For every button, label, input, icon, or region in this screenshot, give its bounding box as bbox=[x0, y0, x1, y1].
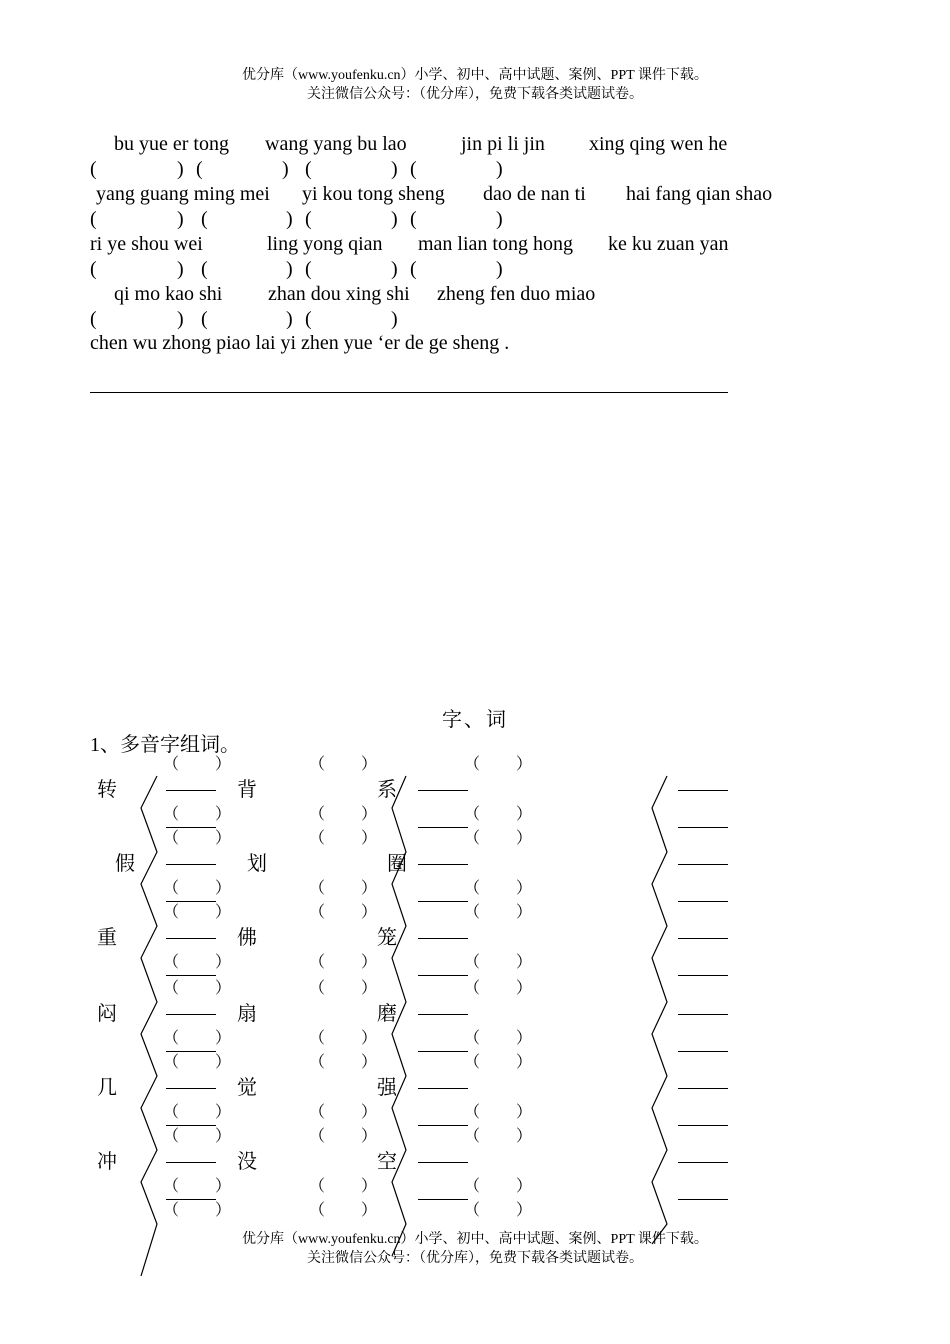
answer-paren: ） bbox=[516, 1030, 533, 1047]
answer-paren: ) bbox=[391, 158, 398, 180]
answer-paren: （ bbox=[163, 980, 180, 997]
answer-paren: ) bbox=[496, 258, 503, 280]
answer-paren: （ bbox=[464, 1128, 481, 1145]
section-title: 字、词 bbox=[442, 709, 508, 731]
answer-paren: （ bbox=[309, 1030, 326, 1047]
answer-paren: （ bbox=[464, 1202, 481, 1219]
answer-paren: ） bbox=[215, 1030, 232, 1047]
answer-paren: ） bbox=[215, 830, 232, 847]
header-line-2: 关注微信公众号：（优分库），免费下载各类试题试卷。 bbox=[307, 87, 643, 102]
polyphone-char: 划 bbox=[247, 853, 267, 875]
answer-paren: ） bbox=[361, 1178, 378, 1195]
answer-paren: （ bbox=[163, 1178, 180, 1195]
answer-paren: （ bbox=[309, 1104, 326, 1121]
answer-line bbox=[166, 1125, 216, 1126]
answer-paren: （ bbox=[464, 806, 481, 823]
answer-line bbox=[166, 864, 216, 865]
answer-paren: （ bbox=[309, 756, 326, 773]
answer-line bbox=[166, 901, 216, 902]
answer-paren: ） bbox=[516, 830, 533, 847]
answer-paren: （ bbox=[163, 954, 180, 971]
answer-paren: （ bbox=[309, 954, 326, 971]
answer-paren: ) bbox=[496, 208, 503, 230]
answer-paren: ） bbox=[516, 954, 533, 971]
polyphone-char: 圈 bbox=[387, 853, 407, 875]
answer-paren: ） bbox=[215, 1202, 232, 1219]
question-1: 1、多音字组词。 bbox=[90, 734, 240, 756]
polyphone-char: 笼 bbox=[377, 927, 397, 949]
answer-paren: （ bbox=[309, 830, 326, 847]
pinyin-sentence: chen wu zhong piao lai yi zhen yue ‘er de ge sheng . bbox=[90, 332, 510, 354]
pinyin-word: ke ku zuan yan bbox=[608, 233, 729, 255]
answer-line bbox=[418, 827, 468, 828]
answer-paren: ( bbox=[305, 158, 312, 180]
polyphone-char: 背 bbox=[237, 779, 257, 801]
pinyin-word: xing qing wen he bbox=[589, 133, 728, 155]
answer-paren: ） bbox=[215, 1128, 232, 1145]
answer-paren: ） bbox=[516, 904, 533, 921]
answer-paren: ( bbox=[201, 208, 208, 230]
answer-paren: （ bbox=[309, 880, 326, 897]
answer-paren: ) bbox=[496, 158, 503, 180]
answer-paren: ） bbox=[361, 980, 378, 997]
answer-paren: ( bbox=[305, 258, 312, 280]
polyphone-char: 闷 bbox=[97, 1003, 117, 1025]
answer-line bbox=[166, 790, 216, 791]
polyphone-char: 假 bbox=[115, 853, 135, 875]
answer-paren: ( bbox=[410, 258, 417, 280]
pinyin-word: jin pi li jin bbox=[461, 133, 545, 155]
answer-paren: （ bbox=[464, 880, 481, 897]
answer-paren: （ bbox=[309, 1054, 326, 1071]
pinyin-word: yi kou tong sheng bbox=[302, 183, 445, 205]
answer-paren: （ bbox=[163, 756, 180, 773]
answer-paren: ） bbox=[215, 954, 232, 971]
pinyin-word: hai fang qian shao bbox=[626, 183, 773, 205]
answer-line bbox=[678, 864, 728, 865]
answer-paren: ） bbox=[215, 756, 232, 773]
answer-line bbox=[678, 1199, 728, 1200]
answer-paren: （ bbox=[309, 904, 326, 921]
answer-line bbox=[418, 975, 468, 976]
answer-paren: ） bbox=[215, 904, 232, 921]
polyphone-char: 佛 bbox=[237, 927, 257, 949]
answer-paren: （ bbox=[309, 1202, 326, 1219]
answer-paren: ） bbox=[361, 1030, 378, 1047]
answer-paren: ) bbox=[177, 158, 184, 180]
answer-paren: ） bbox=[516, 880, 533, 897]
answer-paren: ） bbox=[215, 806, 232, 823]
answer-paren: （ bbox=[464, 904, 481, 921]
answer-paren: （ bbox=[309, 1128, 326, 1145]
answer-line bbox=[678, 1162, 728, 1163]
answer-paren: ) bbox=[177, 308, 184, 330]
answer-paren: （ bbox=[464, 1178, 481, 1195]
answer-line bbox=[678, 827, 728, 828]
answer-paren: ） bbox=[215, 880, 232, 897]
answer-paren: ） bbox=[361, 1202, 378, 1219]
answer-line bbox=[418, 1125, 468, 1126]
answer-paren: ) bbox=[391, 258, 398, 280]
answer-paren: （ bbox=[464, 954, 481, 971]
answer-line bbox=[418, 901, 468, 902]
answer-paren: ( bbox=[305, 208, 312, 230]
answer-paren: （ bbox=[163, 880, 180, 897]
answer-paren: ） bbox=[361, 880, 378, 897]
answer-line bbox=[166, 1162, 216, 1163]
answer-paren: ( bbox=[201, 308, 208, 330]
answer-paren: （ bbox=[309, 1178, 326, 1195]
answer-paren: （ bbox=[464, 1054, 481, 1071]
answer-paren: （ bbox=[163, 1054, 180, 1071]
answer-paren: ） bbox=[516, 980, 533, 997]
answer-paren: ） bbox=[361, 954, 378, 971]
answer-paren: （ bbox=[163, 830, 180, 847]
answer-line bbox=[418, 1162, 468, 1163]
answer-line bbox=[166, 1014, 216, 1015]
polyphone-char: 几 bbox=[97, 1077, 117, 1099]
answer-paren: ) bbox=[286, 308, 293, 330]
answer-paren: ( bbox=[90, 308, 97, 330]
answer-paren: ） bbox=[361, 904, 378, 921]
answer-paren: ) bbox=[391, 308, 398, 330]
answer-paren: （ bbox=[464, 830, 481, 847]
answer-line bbox=[678, 901, 728, 902]
answer-paren: ) bbox=[177, 208, 184, 230]
answer-paren: （ bbox=[464, 756, 481, 773]
answer-paren: ） bbox=[361, 806, 378, 823]
answer-line bbox=[418, 1051, 468, 1052]
answer-line bbox=[418, 1088, 468, 1089]
answer-paren: ( bbox=[410, 208, 417, 230]
answer-paren: ） bbox=[215, 980, 232, 997]
answer-line bbox=[678, 1088, 728, 1089]
answer-paren: （ bbox=[163, 1128, 180, 1145]
answer-line bbox=[418, 1199, 468, 1200]
polyphone-char: 强 bbox=[377, 1077, 397, 1099]
polyphone-char: 觉 bbox=[237, 1077, 257, 1099]
pinyin-word: ri ye shou wei bbox=[90, 233, 203, 255]
answer-line bbox=[166, 1051, 216, 1052]
polyphone-char: 扇 bbox=[237, 1003, 257, 1025]
answer-line bbox=[678, 790, 728, 791]
answer-line bbox=[166, 827, 216, 828]
answer-paren: ) bbox=[177, 258, 184, 280]
answer-paren: ） bbox=[516, 1202, 533, 1219]
answer-paren: （ bbox=[163, 806, 180, 823]
header-line-1: 优分库（www.youfenku.cn）小学、初中、高中试题、案例、PPT 课件下载。 bbox=[242, 68, 708, 83]
footer-line-1: 优分库（www.youfenku.cn）小学、初中、高中试题、案例、PPT 课件下载。 bbox=[242, 1232, 708, 1247]
polyphone-char: 冲 bbox=[97, 1151, 117, 1173]
answer-paren: ( bbox=[196, 158, 203, 180]
answer-line bbox=[418, 938, 468, 939]
answer-paren: （ bbox=[464, 980, 481, 997]
answer-paren: ） bbox=[361, 1054, 378, 1071]
answer-line bbox=[166, 938, 216, 939]
pinyin-word: dao de nan ti bbox=[483, 183, 586, 205]
answer-paren: ） bbox=[516, 756, 533, 773]
answer-paren: ( bbox=[410, 158, 417, 180]
answer-paren: ) bbox=[286, 208, 293, 230]
answer-paren: （ bbox=[464, 1030, 481, 1047]
answer-paren: ） bbox=[215, 1104, 232, 1121]
answer-paren: ） bbox=[516, 1054, 533, 1071]
answer-line bbox=[166, 975, 216, 976]
pinyin-word: ling yong qian bbox=[267, 233, 383, 255]
pinyin-word: bu yue er tong bbox=[114, 133, 229, 155]
answer-paren: ( bbox=[305, 308, 312, 330]
answer-line bbox=[418, 1014, 468, 1015]
answer-line bbox=[678, 975, 728, 976]
answer-paren: ） bbox=[361, 1104, 378, 1121]
pinyin-word: man lian tong hong bbox=[418, 233, 573, 255]
answer-paren: ） bbox=[215, 1054, 232, 1071]
answer-line bbox=[418, 790, 468, 791]
answer-line bbox=[678, 1051, 728, 1052]
answer-paren: （ bbox=[309, 980, 326, 997]
answer-paren: ) bbox=[286, 258, 293, 280]
answer-paren: （ bbox=[464, 1104, 481, 1121]
polyphone-char: 重 bbox=[97, 927, 117, 949]
answer-paren: ） bbox=[361, 1128, 378, 1145]
polyphone-char: 磨 bbox=[377, 1003, 397, 1025]
answer-paren: ( bbox=[201, 258, 208, 280]
pinyin-word: zhan dou xing shi bbox=[268, 283, 410, 305]
answer-paren: ( bbox=[90, 258, 97, 280]
pinyin-word: yang guang ming mei bbox=[96, 183, 270, 205]
answer-line bbox=[678, 938, 728, 939]
answer-paren: ） bbox=[361, 830, 378, 847]
answer-paren: （ bbox=[309, 806, 326, 823]
polyphone-char: 转 bbox=[97, 779, 117, 801]
answer-paren: ( bbox=[90, 208, 97, 230]
polyphone-char: 空 bbox=[377, 1151, 397, 1173]
footer-line-2: 关注微信公众号：（优分库），免费下载各类试题试卷。 bbox=[307, 1251, 643, 1266]
polyphone-char: 系 bbox=[377, 779, 397, 801]
answer-paren: （ bbox=[163, 1030, 180, 1047]
answer-paren: ( bbox=[90, 158, 97, 180]
answer-paren: ） bbox=[516, 1128, 533, 1145]
pinyin-word: qi mo kao shi bbox=[114, 283, 223, 305]
polyphone-char: 没 bbox=[237, 1151, 257, 1173]
answer-paren: ） bbox=[516, 806, 533, 823]
answer-paren: ） bbox=[215, 1178, 232, 1195]
answer-line bbox=[166, 1088, 216, 1089]
answer-line bbox=[678, 1125, 728, 1126]
pinyin-word: zheng fen duo miao bbox=[437, 283, 596, 305]
pinyin-word: wang yang bu lao bbox=[265, 133, 407, 155]
answer-paren: （ bbox=[163, 1202, 180, 1219]
answer-paren: ) bbox=[282, 158, 289, 180]
answer-paren: （ bbox=[163, 904, 180, 921]
answer-paren: ） bbox=[516, 1104, 533, 1121]
answer-paren: ） bbox=[361, 756, 378, 773]
answer-paren: ) bbox=[391, 208, 398, 230]
answer-paren: ） bbox=[516, 1178, 533, 1195]
answer-line bbox=[166, 1199, 216, 1200]
answer-line bbox=[418, 864, 468, 865]
answer-paren: （ bbox=[163, 1104, 180, 1121]
answer-line bbox=[678, 1014, 728, 1015]
